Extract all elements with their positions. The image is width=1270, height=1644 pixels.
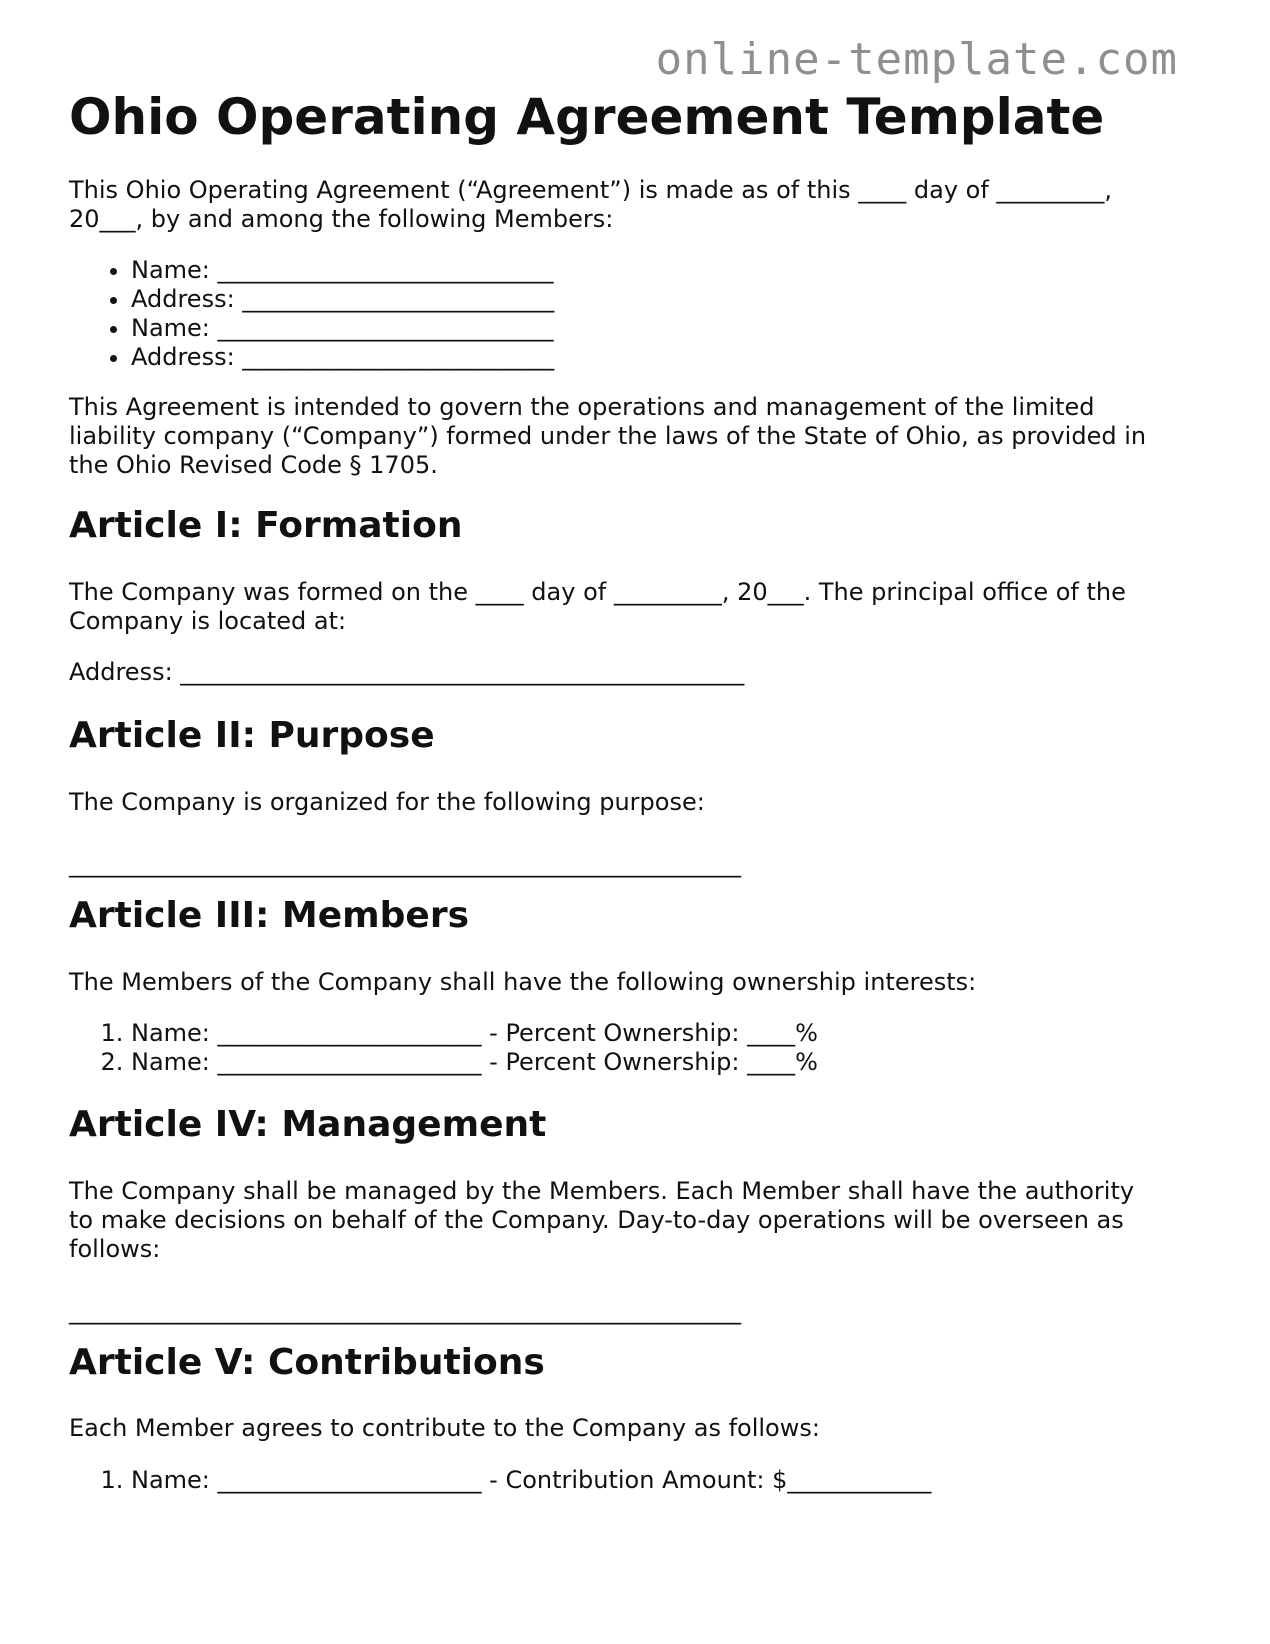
article-4-blank-line: ________________________________________________________ (69, 1297, 741, 1325)
article-3-heading: Article III: Members (69, 895, 470, 936)
governance-paragraph (69, 393, 1189, 480)
article-3-paragraph: The Members of the Company shall have the following ownership interests: (69, 968, 977, 996)
article-4-line-1: The Company shall be managed by the Members. Each Member shall have the authority (69, 1177, 1135, 1205)
intro-paragraph (69, 176, 1189, 234)
article-4-paragraph (69, 1177, 1189, 1264)
article-1-heading: Article I: Formation (69, 505, 463, 546)
list-item: 1. Name: ______________________ - Contribution Amount: $____________ (131, 1466, 931, 1495)
list-item: 2. Name: ______________________ - Percent Ownership: ____% (131, 1048, 818, 1077)
article-5-paragraph: Each Member agrees to contribute to the Company as follows: (69, 1414, 820, 1442)
governance-line-1: This Agreement is intended to govern the operations and management of the limited (69, 393, 1095, 421)
article-2-paragraph: The Company is organized for the following purpose: (69, 788, 705, 816)
intro-line-1: This Ohio Operating Agreement (“Agreement”) is made as of this ____ day of _________, (69, 176, 1113, 204)
article-5-heading: Article V: Contributions (69, 1342, 545, 1383)
article-2-heading: Article II: Purpose (69, 715, 435, 756)
governance-line-2: liability company (“Company”) formed under the laws of the State of Ohio, as provided in (69, 422, 1147, 450)
list-item: • Address: __________________________ (131, 343, 554, 372)
document-title: Ohio Operating Agreement Template (69, 88, 1105, 146)
watermark: online-template.com (655, 34, 1178, 85)
list-item: 1. Name: ______________________ - Percent Ownership: ____% (131, 1019, 818, 1048)
article-1-line-2: Company is located at: (69, 607, 347, 635)
article-2-blank-line: ________________________________________________________ (69, 850, 741, 878)
ownership-list (69, 1019, 818, 1077)
intro-line-2: 20___, by and among the following Members: (69, 205, 614, 233)
list-item: • Address: __________________________ (131, 285, 554, 314)
article-1-address: Address: _______________________________________________ (69, 658, 745, 686)
members-list (69, 256, 554, 372)
governance-line-3: the Ohio Revised Code § 1705. (69, 451, 438, 479)
article-4-heading: Article IV: Management (69, 1104, 547, 1145)
list-item: • Name: ____________________________ (131, 314, 554, 343)
article-1-paragraph (69, 578, 1189, 636)
article-4-line-2: to make decisions on behalf of the Company. Day-to-day operations will be overseen as (69, 1206, 1124, 1234)
list-item: • Name: ____________________________ (131, 256, 554, 285)
contribution-list (69, 1466, 931, 1495)
article-4-line-3: follows: (69, 1235, 161, 1263)
article-1-line-1: The Company was formed on the ____ day of _________, 20___. The principal office of the (69, 578, 1126, 606)
